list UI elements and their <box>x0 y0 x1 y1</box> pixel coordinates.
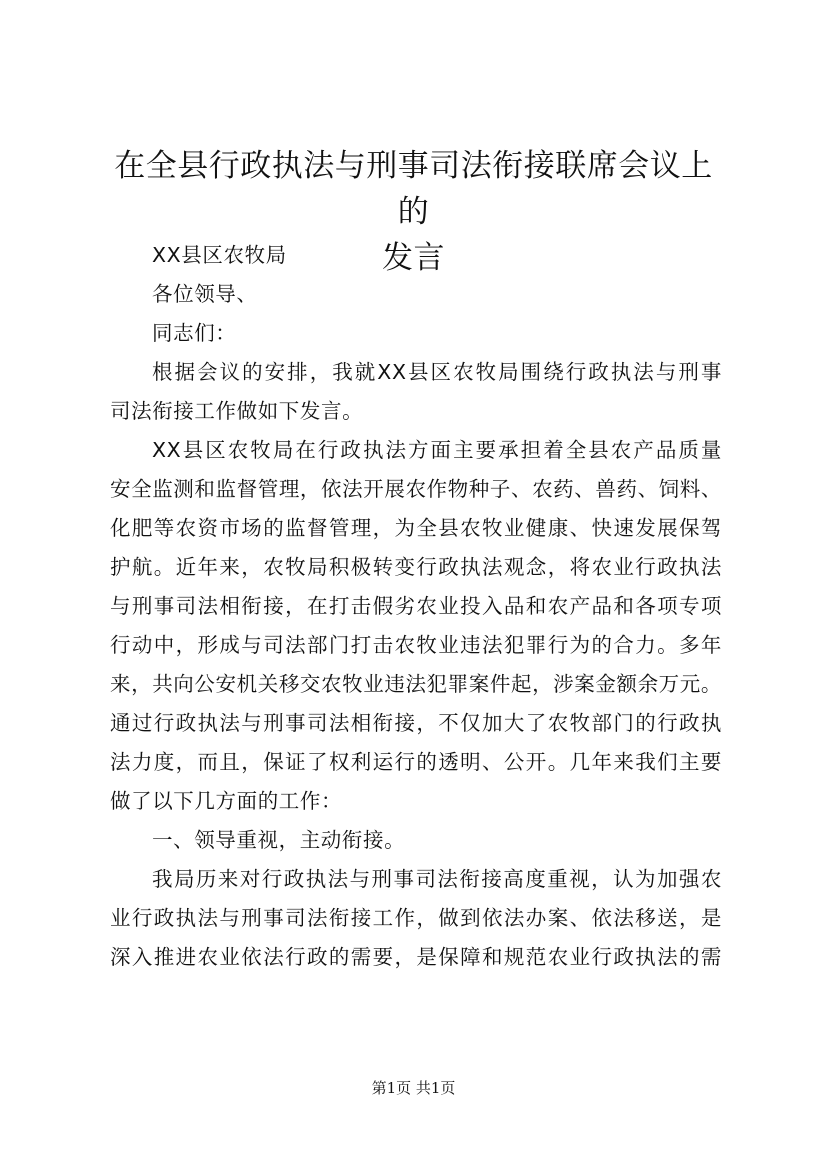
title-line-2: 发言 <box>382 240 445 276</box>
text-line: 各位领导、 <box>152 282 258 306</box>
text-line: 法力度，而且，保证了权利运行的透明、公开。几年来我们主要 <box>110 750 722 774</box>
text-line: XX县区农牧局 <box>152 243 287 267</box>
text-line: 安全监测和监督管理，依法开展农作物种子、农药、兽药、饲料、 <box>110 477 722 501</box>
text-line: 深入推进农业依法行政的需要，是保障和规范农业行政执法的需 <box>110 945 722 969</box>
title-line-1: 在全县行政执法与刑事司法衔接联席会议上的 <box>114 148 713 230</box>
text-line: 与刑事司法相衔接，在打击假劣农业投入品和农产品和各项专项 <box>110 594 722 618</box>
text-line: XX县区农牧局在行政执法方面主要承担着全县农产品质量 <box>152 438 722 462</box>
text-line: 司法衔接工作做如下发言。 <box>110 399 364 423</box>
text-line: 根据会议的安排，我就XX县区农牧局围绕行政执法与刑事 <box>152 360 722 384</box>
text-line: 同志们： <box>152 321 237 345</box>
text-line: 通过行政执法与刑事司法相衔接，不仅加大了农牧部门的行政执 <box>110 711 722 735</box>
text-line: 护航。近年来，农牧局积极转变行政执法观念，将农业行政执法 <box>110 555 722 579</box>
text-line: 行动中，形成与司法部门打击农牧业违法犯罪行为的合力。多年 <box>110 633 722 657</box>
text-line: 我局历来对行政执法与刑事司法衔接高度重视，认为加强农 <box>152 867 722 891</box>
text-line: 做了以下几方面的工作： <box>110 789 343 813</box>
text-line: 来，共向公安机关移交农牧业违法犯罪案件起，涉案金额余万元。 <box>110 672 722 696</box>
document-body <box>110 236 722 977</box>
text-line: 业行政执法与刑事司法衔接工作，做到依法办案、依法移送，是 <box>110 906 722 930</box>
page-footer: 第1页 共1页 <box>371 1079 456 1097</box>
text-line: 化肥等农资市场的监督管理，为全县农牧业健康、快速发展保驾 <box>110 516 722 540</box>
text-line: 一、领导重视，主动衔接。 <box>152 828 406 852</box>
